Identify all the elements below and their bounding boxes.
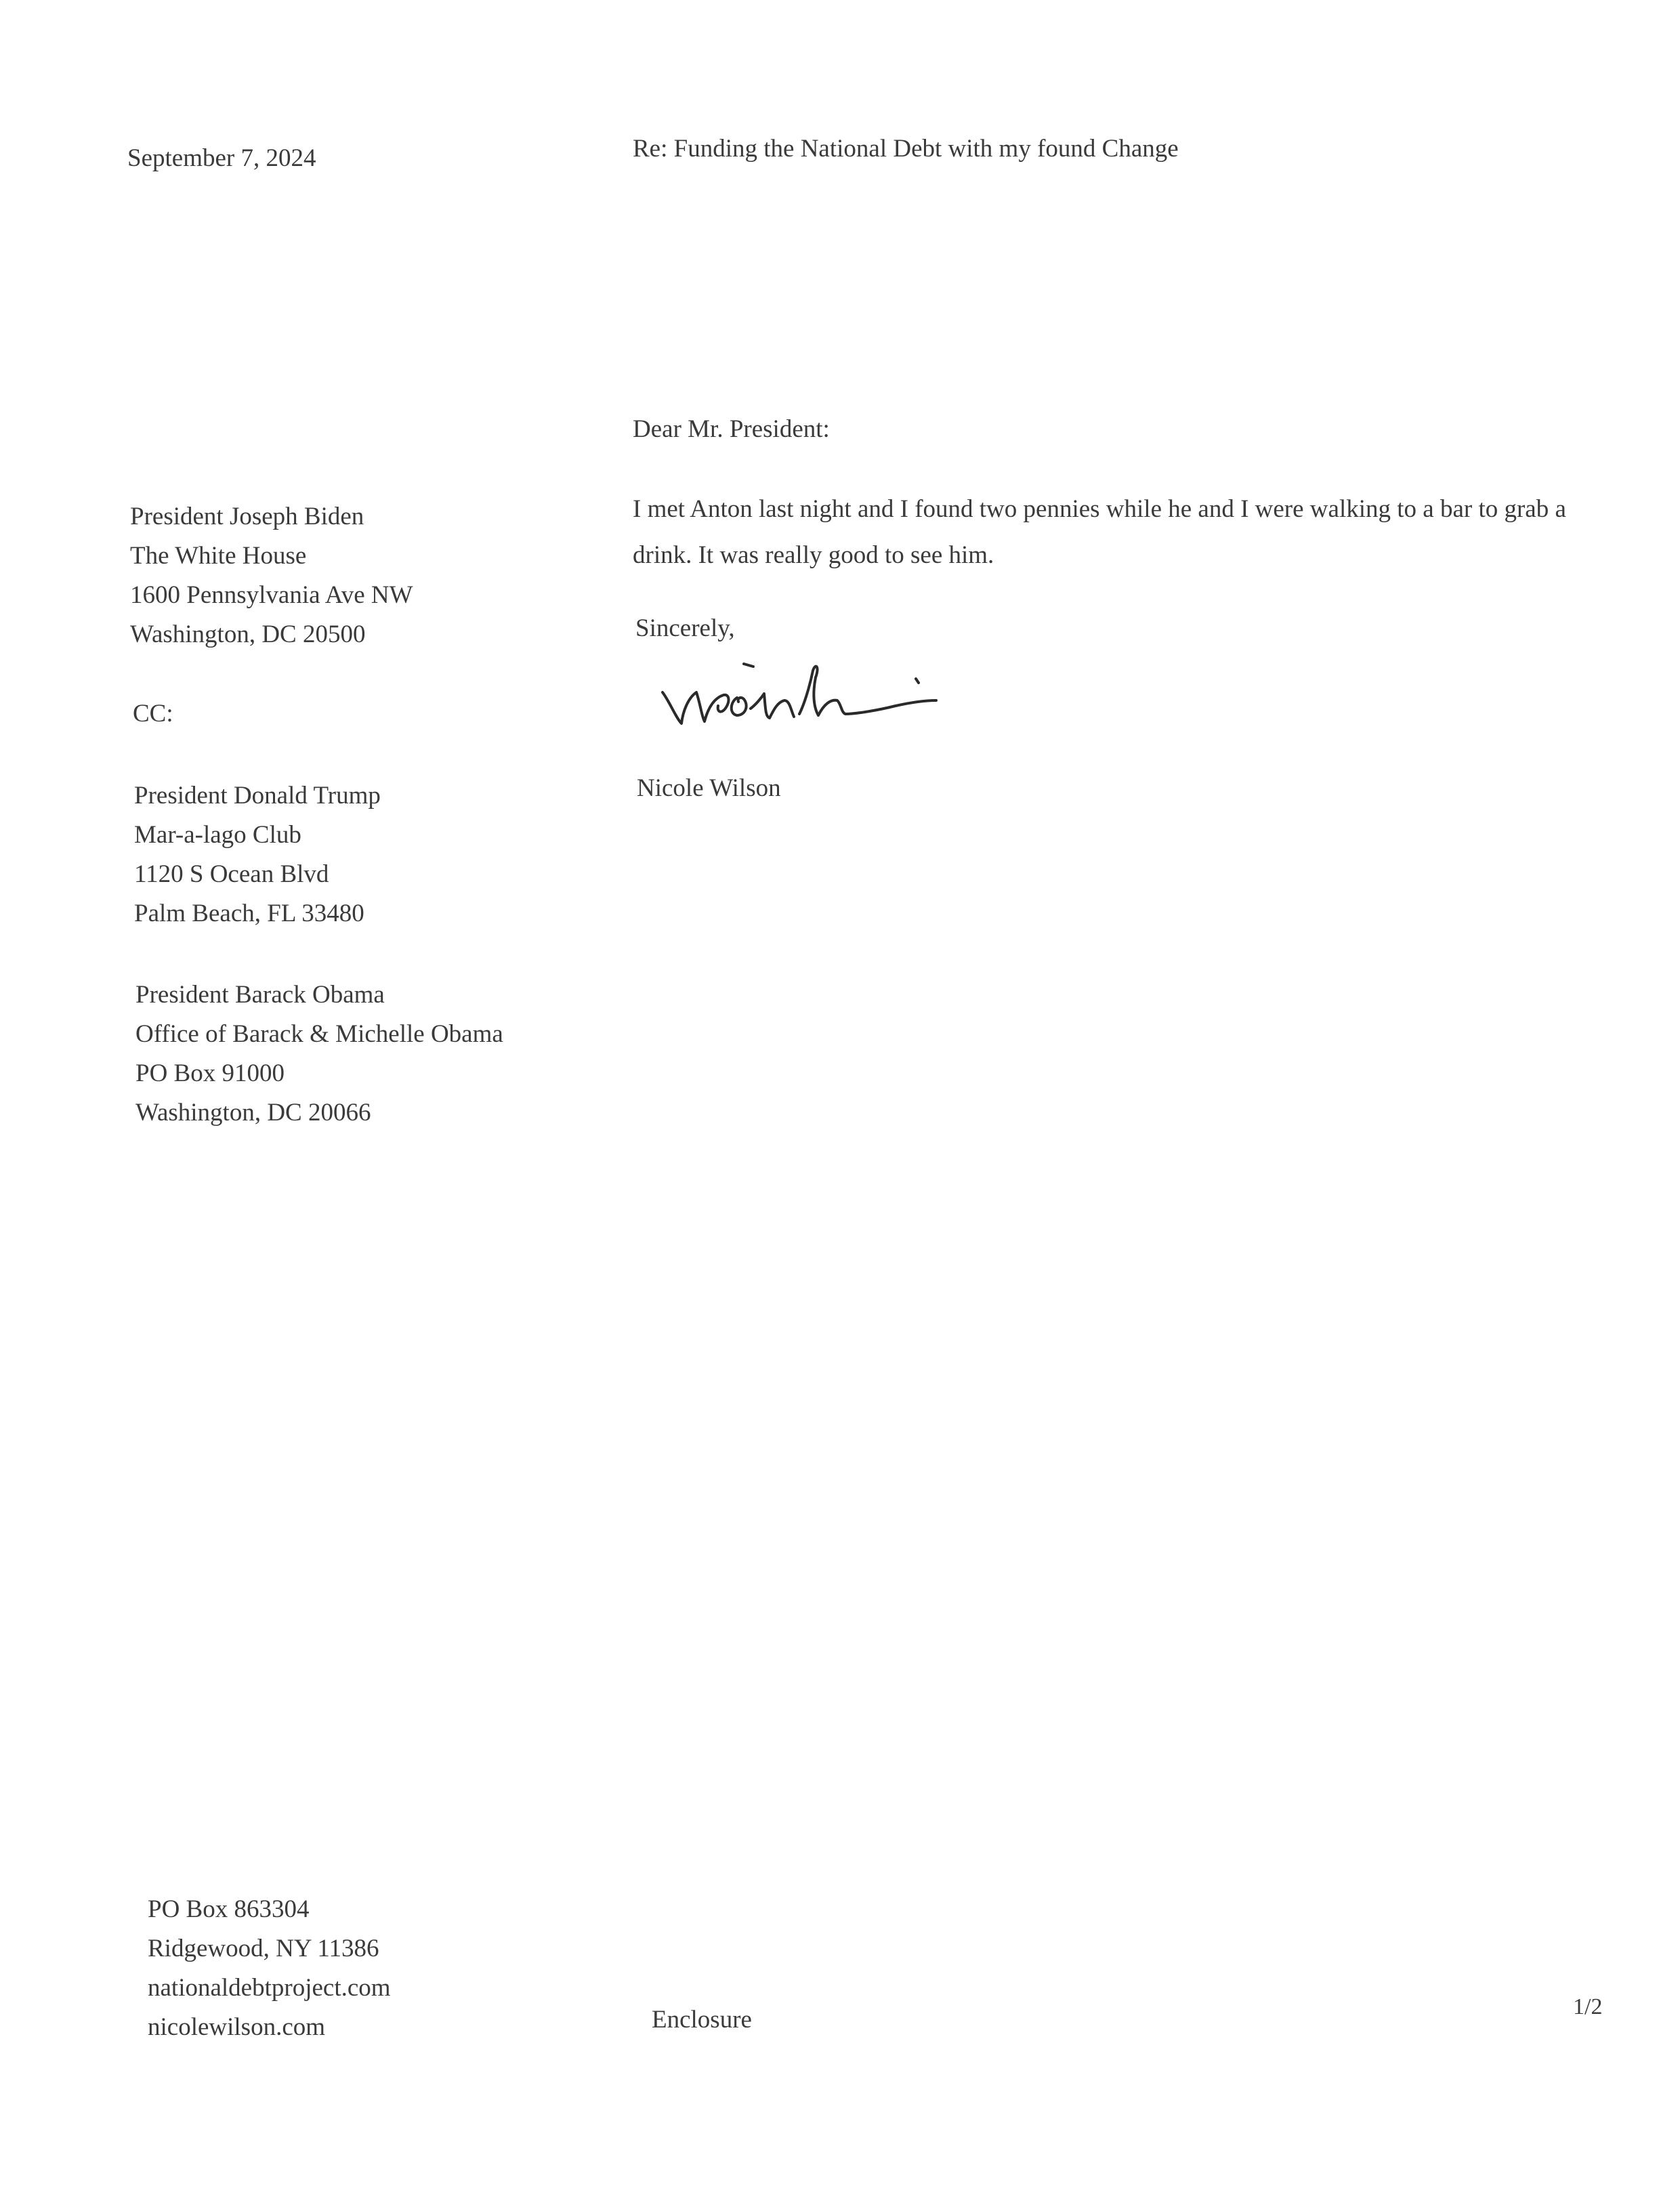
cc-organization: Mar-a-lago Club: [134, 821, 301, 849]
cc-street: PO Box 91000: [135, 1059, 285, 1087]
salutation: Dear Mr. President:: [633, 415, 830, 443]
recipient-city: Washington, DC 20500: [130, 620, 366, 648]
sender-website-project: nationaldebtproject.com: [148, 1974, 391, 2002]
sender-website-personal: nicolewilson.com: [148, 2013, 326, 2041]
recipient-address: [130, 497, 413, 654]
letter-date: September 7, 2024: [127, 144, 316, 172]
cc-name: President Barack Obama: [135, 981, 385, 1009]
recipient-street: 1600 Pennsylvania Ave NW: [130, 581, 413, 609]
sender-city: Ridgewood, NY 11386: [148, 1935, 379, 1962]
closing: Sincerely,: [635, 614, 735, 642]
sender-footer: [148, 1890, 391, 2047]
sender-po-box: PO Box 863304: [148, 1895, 310, 1923]
cc-name: President Donald Trump: [134, 782, 381, 809]
recipient-name: President Joseph Biden: [130, 503, 364, 530]
recipient-organization: The White House: [130, 542, 307, 570]
cc-city: Washington, DC 20066: [135, 1099, 371, 1127]
cc-organization: Office of Barack & Michelle Obama: [135, 1020, 503, 1048]
cc-label: CC:: [133, 700, 173, 728]
handwritten-signature: [656, 644, 994, 745]
signer-name: Nicole Wilson: [637, 774, 781, 802]
cc-street: 1120 S Ocean Blvd: [134, 860, 329, 888]
subject-line: Re: Funding the National Debt with my found Change: [633, 135, 1179, 163]
enclosure-note: Enclosure: [652, 2006, 752, 2034]
cc-address-obama: [135, 975, 503, 1133]
page-number: 1/2: [1573, 1994, 1603, 2019]
cc-city: Palm Beach, FL 33480: [134, 900, 364, 927]
cc-address-trump: [134, 776, 381, 933]
letter-body: I met Anton last night and I found two pennies while he and I were walking to a bar to grab a drink. It was really good to see him.: [633, 495, 1566, 569]
